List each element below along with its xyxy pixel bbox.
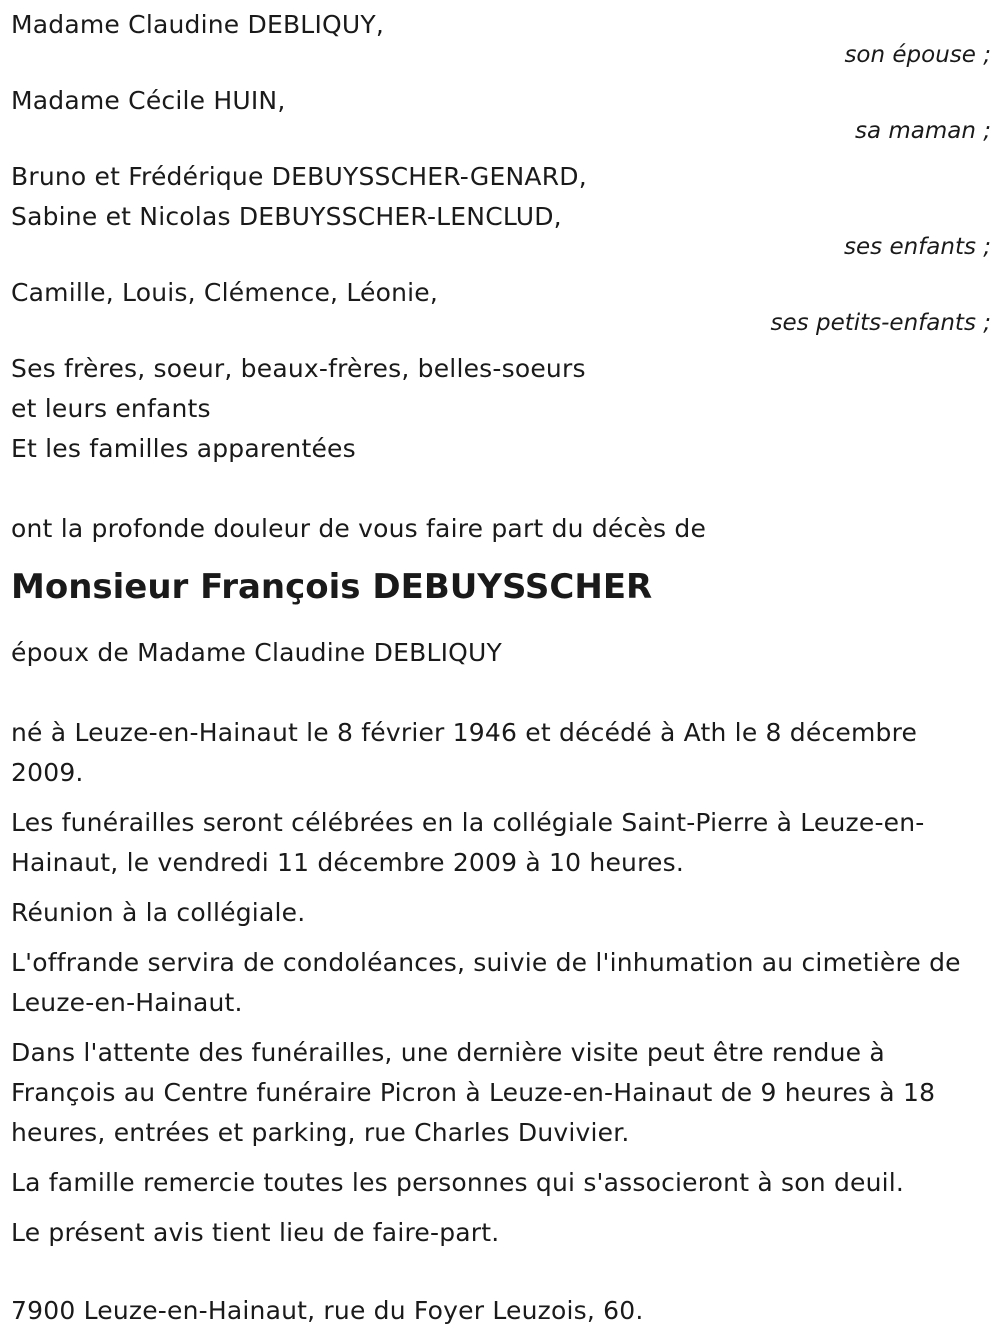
relatives-block bbox=[11, 349, 991, 469]
notice-paragraph: Le présent avis tient lieu de faire-part. bbox=[11, 1218, 500, 1247]
obituary-notice bbox=[11, 5, 991, 1331]
meeting-paragraph: Réunion à la collégiale. bbox=[11, 898, 306, 927]
family-name: Madame Claudine DEBLIQUY, bbox=[11, 10, 385, 39]
family-group-grandchildren bbox=[11, 273, 991, 335]
family-role: ses petits-enfants ; bbox=[770, 310, 991, 336]
family-role: sa maman ; bbox=[854, 118, 991, 144]
family-role: son épouse ; bbox=[844, 42, 991, 68]
visit-paragraph: Dans l'attente des funérailles, une dernière visite peut être rendue à François au Centre funéraire Picron à Leuze-en-Hainaut de 9 heures à 18 heures, entrées et parking, rue Charles Duvivier. bbox=[11, 1038, 936, 1147]
address: 7900 Leuze-en-Hainaut, rue du Foyer Leuzois, 60. bbox=[11, 1296, 644, 1325]
funeral-paragraph: Les funérailles seront célébrées en la collégiale Saint-Pierre à Leuze-en-Hainaut, le vendredi 11 décembre 2009 à 10 heures. bbox=[11, 808, 925, 877]
relatives-line: Ses frères, soeur, beaux-frères, belles-soeurs bbox=[11, 354, 586, 383]
relatives-line: et leurs enfants bbox=[11, 394, 211, 423]
announcement-text: ont la profonde douleur de vous faire part du décès de bbox=[11, 514, 707, 543]
family-group-spouse bbox=[11, 5, 991, 67]
relatives-line: Et les familles apparentées bbox=[11, 434, 356, 463]
family-name: Madame Cécile HUIN, bbox=[11, 86, 286, 115]
thanks-paragraph: La famille remercie toutes les personnes qui s'associeront à son deuil. bbox=[11, 1168, 905, 1197]
birth-death-paragraph: né à Leuze-en-Hainaut le 8 février 1946 et décédé à Ath le 8 décembre 2009. bbox=[11, 718, 918, 787]
family-name: Sabine et Nicolas DEBUYSSCHER-LENCLUD, bbox=[11, 202, 562, 231]
family-name: Camille, Louis, Clémence, Léonie, bbox=[11, 278, 438, 307]
offering-paragraph: L'offrande servira de condoléances, suivie de l'inhumation au cimetière de Leuze-en-Hainaut. bbox=[11, 948, 961, 1017]
spouse-line: époux de Madame Claudine DEBLIQUY bbox=[11, 638, 502, 667]
family-name: Bruno et Frédérique DEBUYSSCHER-GENARD, bbox=[11, 162, 587, 191]
family-role: ses enfants ; bbox=[844, 234, 991, 260]
family-group-children bbox=[11, 157, 991, 259]
deceased-name: Monsieur François DEBUYSSCHER bbox=[11, 567, 653, 607]
family-group-mother bbox=[11, 81, 991, 143]
